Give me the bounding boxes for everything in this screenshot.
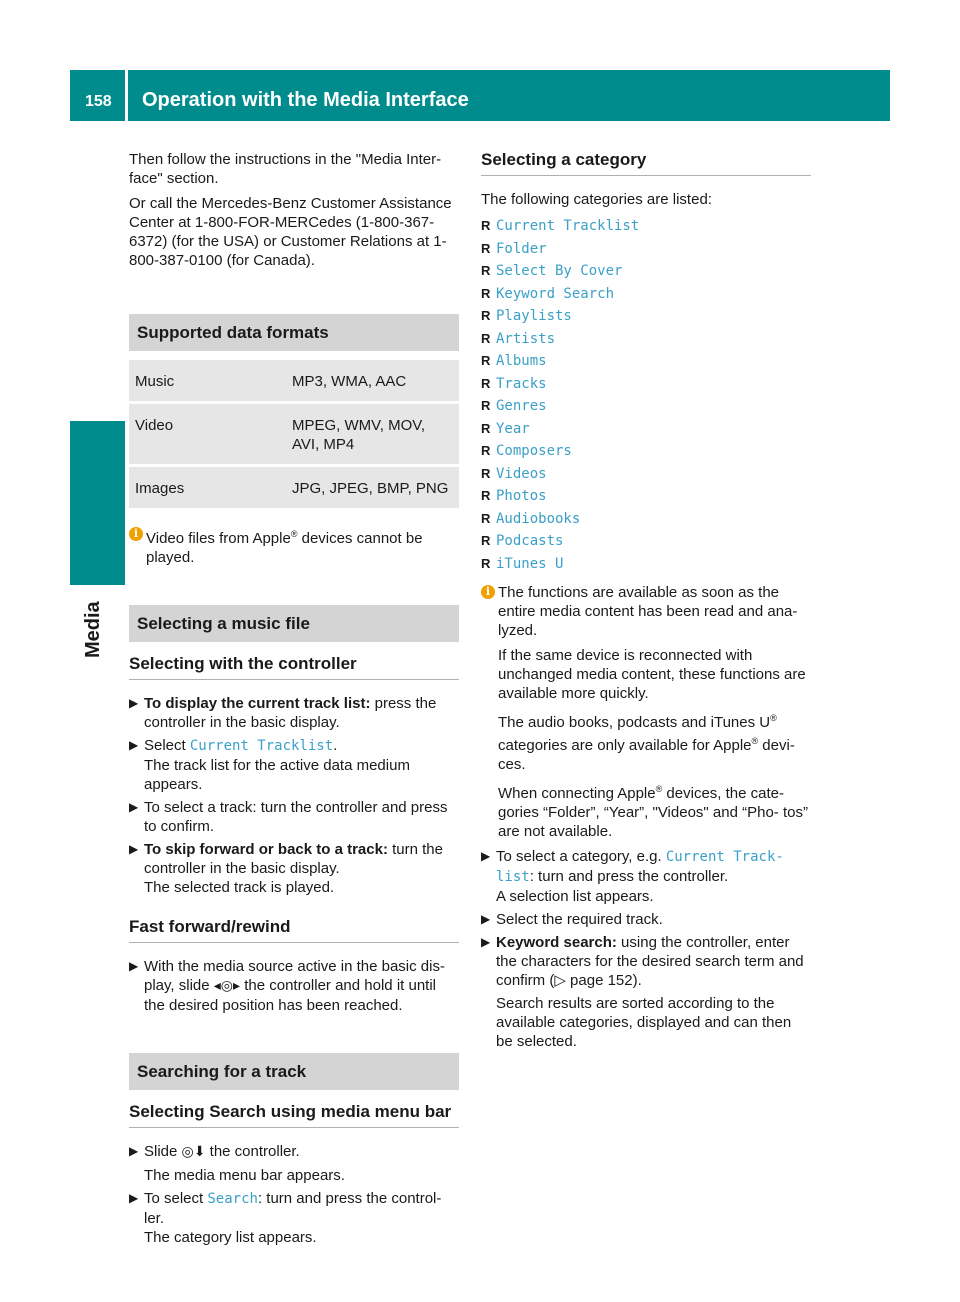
step-fast-forward [129,957,459,1015]
menu-item-current-tracklist: Current Tracklist [189,738,334,754]
category-intro: The following categories are listed: [481,191,712,208]
note-text: When connecting Apple [498,785,656,802]
step-bold: To skip forward or back to a track: [144,841,388,858]
arrow-icon: ▶ [481,849,491,863]
page-number: 158 [70,70,125,121]
step-text: the controller and hold it until the desired position has been reached. [144,977,436,1014]
chapter-label-text: Media [82,601,104,658]
note-text: devi- ces. [498,737,795,773]
step-text: : turn and press the controller. [529,868,729,885]
arrow-icon: ▶ [129,696,139,710]
list-item: R Select By Cover [481,263,623,279]
list-item: R Artists [481,330,556,347]
category-name: Folder [496,240,547,257]
table-row [129,404,459,464]
step-text: press the controller in the basic display. [144,695,437,731]
step-result: A selection list appears. [496,888,654,905]
category-heading: Selecting a category [481,150,811,176]
step-result: Search results are sorted according to the available categories, displayed and can then be selected. [496,995,792,1050]
note-text: Video files from Apple [146,530,291,547]
controller-heading: Selecting with the controller [129,654,459,680]
apple-video-note [129,525,459,567]
step-slide-controller [129,1142,459,1185]
note-text: The functions are available as soon as the entire media content has been read and ana- lyzed. [498,584,798,639]
chapter-tab [70,421,125,585]
step-text: To select [144,1190,208,1207]
category-name: Composers [496,443,572,459]
note-text-apple [498,780,811,841]
arrow-icon: ▶ [481,912,491,926]
note-text-itunes [498,709,811,774]
table-row [129,467,459,508]
category-name: iTunes U [496,555,564,572]
format-value: MPEG, WMV, MOV, AVI, MP4 [286,404,459,464]
note-text: The audio books, podcasts and iTunes U [498,714,771,731]
arrow-icon: ▶ [129,1144,139,1158]
intro-paragraph-1: Then follow the instructions in the "Media Inter- face" section. [129,151,442,187]
format-value: MP3, WMA, AAC [286,360,459,401]
category-name: Albums [496,353,547,369]
page-header-title: Operation with the Media Interface [128,70,890,121]
list-item: R Keyword Search [481,285,615,302]
step-text: To select a track: turn the controller and press to confirm. [144,799,448,835]
category-name: Playlists [496,308,572,324]
music-heading: Selecting a music file [129,605,459,642]
category-name: Year [496,420,530,437]
step-text: : turn and press the control- ler. [144,1190,442,1227]
category-list [481,215,811,575]
category-name: Artists [496,330,556,347]
arrow-icon: ▶ [129,842,139,856]
search-heading: Searching for a track [129,1053,459,1090]
right-column [481,150,811,1055]
note-text: devices, the cate- gories “Folder”, “Year”, "Videos" and “Pho- tos” are not available. [498,785,808,840]
menu-item-search: Search [207,1191,258,1207]
registered-mark: ® [290,529,298,539]
step-keyword-search [481,933,811,1051]
category-name: Keyword Search [496,285,615,302]
search-sub-heading: Selecting Search using media menu bar [129,1102,459,1128]
format-type: Music [129,360,286,401]
step-bold: Keyword search: [496,934,617,951]
list-item: R Playlists [481,308,572,324]
list-item: R Composers [481,443,572,459]
registered-mark: ® [770,713,777,723]
arrow-icon: ▶ [129,1191,139,1205]
table-row [129,360,459,401]
step-text: . [333,737,338,754]
note-text: categories are only available for Apple [498,737,752,754]
list-item: R Audiobooks [481,510,581,527]
category-name: Audiobooks [496,510,581,527]
category-name: Genres [496,398,547,414]
step-result: The category list appears. [144,1229,317,1246]
step-text: turn the controller in the basic display. [144,841,443,877]
format-type: Video [129,404,286,464]
list-item: R Current Tracklist [481,218,640,234]
menu-item-current-tracklist: Current Track‐ list [496,849,784,885]
step-bold: To display the current track list: [144,695,371,712]
controller-slide-left-right-icon: ◂◎▸ [213,978,241,994]
step-result: The selected track is played. [144,879,335,896]
list-item: R Genres [481,398,547,414]
info-icon: i [129,527,143,541]
list-item: R Podcasts [481,533,564,549]
step-result: The media menu bar appears. [144,1167,345,1184]
category-name: Videos [496,465,547,482]
arrow-icon: ▶ [129,959,139,973]
step-skip-track [129,840,459,897]
registered-mark: ® [751,736,759,746]
step-text: Slide [144,1143,182,1160]
availability-note [481,583,811,841]
controller-slide-down-icon: ◎⬇ [181,1144,206,1160]
category-name: Select By Cover [496,263,623,279]
step-display-tracklist [129,694,459,732]
chapter-label [70,590,125,670]
category-name: Photos [496,488,547,504]
note-text: If the same device is reconnected with unchanged media content, these functions are available more quickly. [498,647,806,702]
step-select-track [481,910,811,929]
arrow-icon: ▶ [481,935,491,949]
category-name: Current Tracklist [496,218,640,234]
step-select-track [129,798,459,836]
list-item: R Year [481,420,530,437]
formats-heading: Supported data formats [129,314,459,351]
list-item: R iTunes U [481,555,564,572]
list-item: R Albums [481,353,547,369]
list-item: R Folder [481,240,547,257]
list-item: R Tracks [481,375,547,392]
left-column [129,150,459,1251]
step-text: ). [632,972,642,989]
step-select-tracklist [129,736,459,794]
formats-table [129,357,459,511]
step-text: Select [144,737,190,754]
step-text: With the media source active in the basic dis- play, slide [144,958,445,994]
page-reference-link[interactable]: ▷ page 152 [554,972,633,989]
step-text: Select the required track. [496,911,663,928]
step-text: the controller. [205,1143,300,1160]
note-text: devices cannot be played. [146,530,423,566]
info-icon: i [481,585,495,599]
step-select-category [481,847,811,906]
list-item: R Videos [481,465,547,482]
arrow-icon: ▶ [129,738,139,752]
category-name: Podcasts [496,533,564,549]
step-text: using the controller, enter the characters for the desired search term and confirm ( [496,934,804,989]
arrow-icon: ▶ [129,800,139,814]
intro-paragraph-2: Or call the Mercedes-Benz Customer Assistance Center at 1-800-FOR-MERCedes (1-800-367-6372) (for the USA) or Customer Relations at 1-800-387-0100 (for Canada). [129,195,452,269]
fast-forward-heading: Fast forward/rewind [129,917,459,943]
step-text: To select a category, e.g. [496,848,666,865]
registered-mark: ® [655,784,663,794]
category-name: Tracks [496,375,547,392]
list-item: R Photos [481,488,547,504]
step-select-search [129,1189,459,1247]
format-type: Images [129,467,286,508]
step-result: The track list for the active data medium appears. [144,757,410,793]
format-value: JPG, JPEG, BMP, PNG [286,467,459,508]
